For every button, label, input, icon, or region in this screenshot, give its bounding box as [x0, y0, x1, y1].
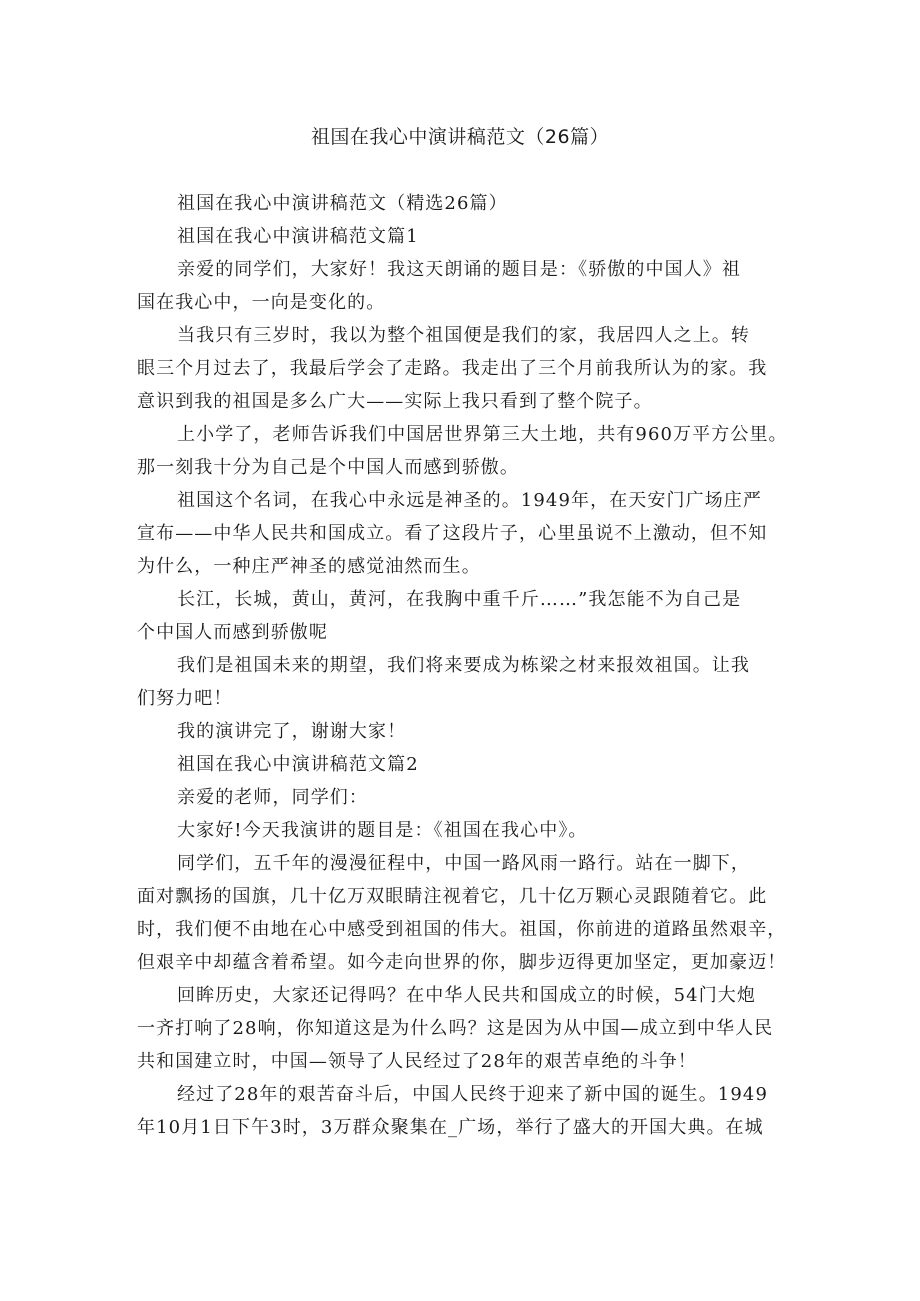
- paragraph-line: 共和国建立时，中国—领导了人民经过了28年的艰苦卓绝的斗争！: [137, 1051, 697, 1072]
- paragraph-line: 亲爱的老师，同学们：: [177, 787, 368, 808]
- paragraph-line: 眼三个月过去了，我最后学会了走路。我走出了三个月前我所认为的家。我: [137, 358, 768, 379]
- section-heading-1: 祖国在我心中演讲稿范文篇1: [177, 226, 419, 247]
- paragraph-line: 年10月1日下午3时，3万群众聚集在_广场，举行了盛大的开国大典。在城: [137, 1117, 764, 1138]
- paragraph-line: 们努力吧！: [137, 688, 233, 709]
- paragraph-line: 宣布——中华人民共和国成立。看了这段片子，心里虽说不上激动，但不知: [137, 523, 768, 544]
- paragraph-line: 但艰辛中却蕴含着希望。如今走向世界的你，脚步迈得更加坚定，更加豪迈！: [137, 952, 787, 973]
- paragraph-line: 上小学了，老师告诉我们中国居世界第三大土地，共有960万平方公里。: [177, 424, 788, 445]
- paragraph-line: 意识到我的祖国是多么广大——实际上我只看到了整个院子。: [137, 391, 653, 412]
- document-body: [137, 187, 787, 1144]
- paragraph-line: 我们是祖国未来的期望，我们将来要成为栋梁之材来报效祖国。让我: [177, 655, 750, 676]
- paragraph-line: 经过了28年的艰苦奋斗后，中国人民终于迎来了新中国的诞生。1949: [177, 1084, 769, 1105]
- document-title: 祖国在我心中演讲稿范文（26篇）: [310, 126, 610, 148]
- paragraph-line: 亲爱的同学们，大家好！我这天朗诵的题目是：《骄傲的中国人》祖: [177, 259, 741, 280]
- paragraph-line: 一齐打响了28响，你知道这是为什么吗？这是因为从中国—成立到中华人民: [137, 1018, 774, 1039]
- paragraph-line: 长江，长城，黄山，黄河，在我胸中重千斤……”我怎能不为自己是: [177, 589, 742, 610]
- paragraph-line: 当我只有三岁时，我以为整个祖国便是我们的家，我居四人之上。转: [177, 325, 750, 346]
- paragraph-line: 时，我们便不由地在心中感受到祖国的伟大。祖国，你前进的道路虽然艰辛，: [137, 919, 787, 940]
- paragraph-line: 为什么，一种庄严神圣的感觉油然而生。: [137, 556, 481, 577]
- paragraph-line: 那一刻我十分为自己是个中国人而感到骄傲。: [137, 457, 519, 478]
- paragraph-line: 祖国这个名词，在我心中永远是神圣的。1949年，在天安门广场庄严: [177, 490, 763, 511]
- paragraph-line: 我的演讲完了，谢谢大家！: [177, 721, 407, 742]
- paragraph-line: 同学们，五千年的漫漫征程中，中国一路风雨一路行。站在一脚下，: [177, 853, 750, 874]
- subtitle-line: 祖国在我心中演讲稿范文（精选26篇）: [177, 193, 508, 214]
- paragraph-line: 回眸历史，大家还记得吗？在中华人民共和国成立的时候，54门大炮: [177, 985, 757, 1006]
- section-heading-2: 祖国在我心中演讲稿范文篇2: [177, 754, 419, 775]
- paragraph-line: 国在我心中，一向是变化的。: [137, 292, 386, 313]
- paragraph-line: 大家好!今天我演讲的题目是：《祖国在我心中》。: [177, 820, 588, 841]
- paragraph-line: 面对飘扬的国旗，几十亿万双眼睛注视着它，几十亿万颗心灵跟随着它。此: [137, 886, 768, 907]
- paragraph-line: 个中国人而感到骄傲呢: [137, 622, 328, 643]
